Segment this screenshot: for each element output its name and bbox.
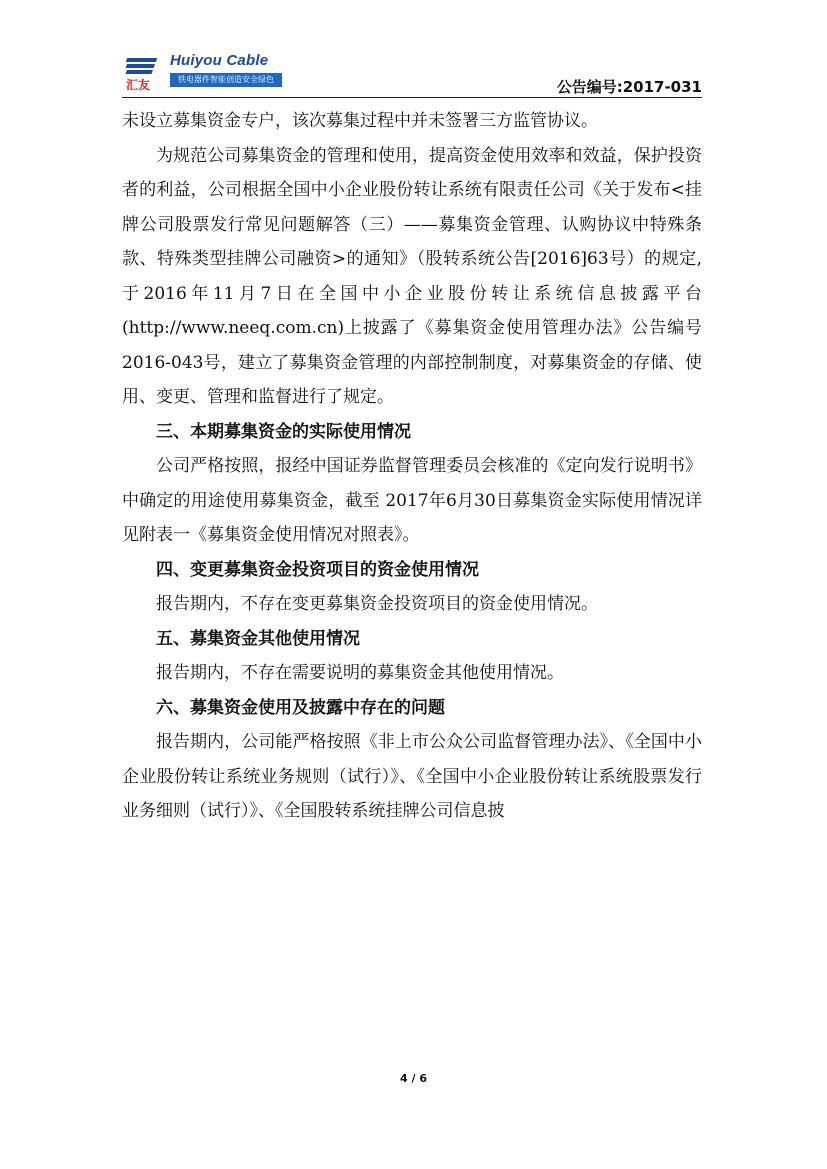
svg-text:汇友: 汇友 [126,78,151,92]
paragraph-1: 未设立募集资金专户，该次募集过程中并未签署三方监管协议。 [122,111,598,131]
header-divider [122,97,702,98]
paragraph-2: 为规范公司募集资金的管理和使用，提高资金使用效率和效益，保护投资者的利益，公司根据全国中小企业股份转让系统有限责任公司《关于发布<挂牌公司股票发行常见问题解答（三）——募集资金管理、认购协议中特殊条款、特殊类型挂牌公司融资>的通知》（股转系统公告[2016]63号）的规定,于2016年11月7日在全国中小企业股份转让系统信息披露平台(http://www.neeq.com.cn)上披露了《募集资金使用管理办法》公告编号2016-043号，建立了募集资金管理的内部控制制度，对募集资金的存储、使用、变更、管理和监督进行了规定。 [122,145,702,407]
paragraph-4: 报告期内，不存在变更募集资金投资项目的资金使用情况。 [156,594,598,614]
company-logo [122,52,282,94]
paragraph-5: 报告期内，不存在需要说明的募集资金其他使用情况。 [156,663,564,683]
section-heading-6: 六、募集资金使用及披露中存在的问题 [156,697,445,718]
announcement-number: 公告编号:2017-031 [556,78,702,96]
logo-brand-text: Huiyou Cable [170,52,269,69]
paragraph-6: 报告期内，公司能严格按照《非上市公众公司监督管理办法》、《全国中小企业股份转让系统业务规则（试行）》、《全国中小企业股份转让系统股票发行业务细则（试行）》、《全国股转系统挂牌公司信息披 [122,732,702,821]
page-number: 4 / 6 [400,1072,427,1085]
page-header [0,0,827,100]
section-heading-5: 五、募集资金其他使用情况 [156,628,360,649]
logo-mark-icon [122,56,164,92]
document-body [122,104,702,829]
logo-slogan: 铁电器件智能创造安全绿色 [170,73,282,87]
section-heading-4: 四、变更募集资金投资项目的资金使用情况 [156,559,479,580]
paragraph-3: 公司严格按照，报经中国证券监督管理委员会核准的《定向发行说明书》中确定的用途使用募集资金，截至 2017年6月30日募集资金实际使用情况详见附表一《募集资金使用情况对照表》。 [122,456,702,545]
section-heading-3: 三、本期募集资金的实际使用情况 [156,421,411,442]
